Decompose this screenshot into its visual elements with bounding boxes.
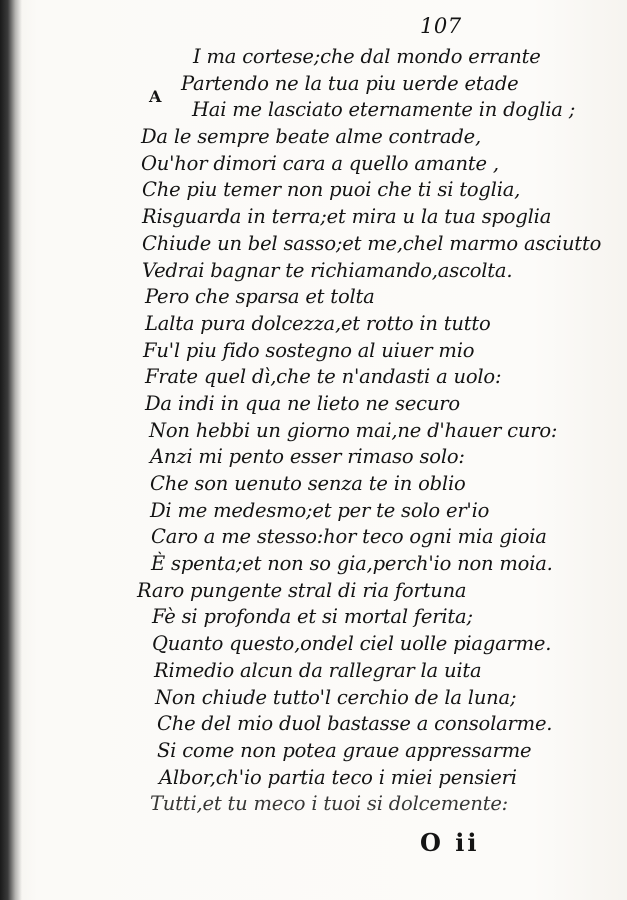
poem-line: Pero che sparsa et tolta	[145, 285, 375, 309]
poem-line: Quanto questo,ondel ciel uolle piagarme.	[152, 632, 552, 656]
poem-line: Che del mio duol bastasse a consolarme.	[157, 712, 553, 736]
poem-line: Lalta pura dolcezza,et rotto in tutto	[145, 311, 491, 335]
poem-line: Hai me lasciato eternamente in doglia ;	[192, 98, 576, 122]
poem-text	[0, 44, 627, 818]
poem-line: Anzi mi pento esser rimaso solo:	[150, 445, 465, 469]
poem-line: È spenta;et non so gia,perch'io non moia.	[151, 552, 553, 576]
poem-line: Vedrai bagnar te richiamando,ascolta.	[142, 258, 513, 282]
poem-line: Che piu temer non puoi che ti si toglia,	[142, 178, 521, 202]
poem-line: Rimedio alcun da rallegrar la uita	[154, 658, 482, 682]
poem-line: Frate quel dì,che te n'andasti a uolo:	[145, 365, 502, 389]
poem-line: Caro a me stesso:hor teco ogni mia gioia	[151, 525, 547, 549]
margin-letter: A	[149, 87, 162, 106]
poem-line: Non hebbi un giorno mai,ne d'hauer curo:	[149, 418, 558, 442]
poem-line: Raro pungente stral di ria fortuna	[137, 578, 467, 602]
poem-line: Chiude un bel sasso;et me,chel marmo asciutto	[142, 231, 602, 255]
poem-line: Albor,ch'io partia teco i miei pensieri	[159, 765, 517, 789]
poem-line: Risguarda in terra;et mira u la tua spoglia	[142, 205, 552, 229]
poem-line: Non chiude tutto'l cerchio de la luna;	[155, 685, 517, 709]
poem-line: Ou'hor dimori cara a quello amante ,	[141, 151, 499, 175]
poem-line: Tutti,et tu meco i tuoi si dolcemente:	[150, 792, 509, 816]
poem-line: Fu'l piu fido sostegno al uiuer mio	[143, 338, 475, 362]
poem-line: Che son uenuto senza te in oblio	[150, 472, 466, 495]
signature-mark: O ii	[420, 828, 480, 857]
page-number: 107	[420, 14, 462, 38]
poem-line: I ma cortese;che dal mondo errante	[193, 45, 541, 68]
poem-line: Partendo ne la tua piu uerde etade	[181, 71, 519, 95]
poem-line: Fè si profonda et si mortal ferita;	[152, 605, 473, 629]
poem-line: Da indi in qua ne lieto ne securo	[145, 391, 460, 415]
poem-line: Si come non potea graue appressarme	[157, 738, 532, 762]
poem-line: Di me medesmo;et per te solo er'io	[150, 498, 490, 522]
poem-line: Da le sempre beate alme contrade,	[141, 125, 481, 149]
